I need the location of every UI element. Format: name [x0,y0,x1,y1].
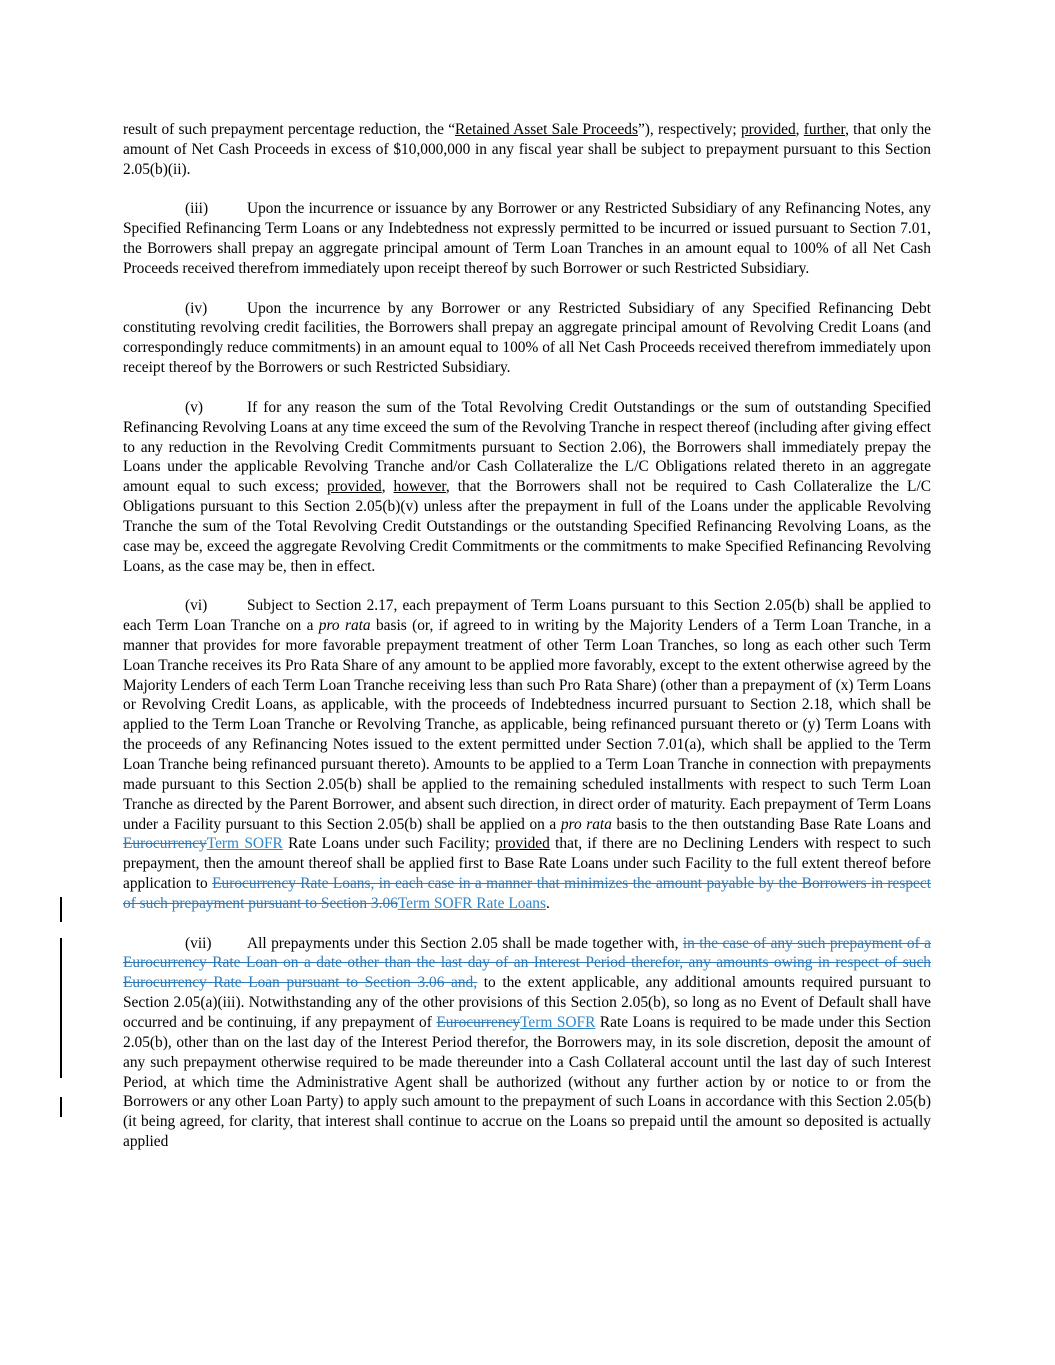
paragraph-number: (vi) [185,597,208,615]
text-run: pro rata [560,815,612,833]
text-run: Subject to Section 2.17, each prepayment of Term Loans pursuant to this Section 2.05(b) shall be applied to each Term Loan Tranche on a [123,597,931,635]
text-run: Rate Loans under such Facility; [282,835,496,853]
paragraph-number: (iii) [185,200,209,218]
change-bar [60,897,62,922]
change-bar [60,1097,62,1117]
paragraph-continuation [123,120,931,180]
deleted-text: in the case of any such prepayment of a Eurocurrency Rate Loan on a date other than the last day of an Interest Period therefor, any amounts owing in respect of such Eurocurrency Rate Loan pursuant to Section 3.06 and, [123,934,931,992]
text-run: to the extent applicable, any additional amounts required pursuant to Section 2.05(a)(iii). Notwithstanding any of the other provisions of this Section 2.05(b), so long as no Event of Default shall have occurred and be continuing, if any prepayment of [123,974,931,1031]
paragraph-vii [123,934,931,1152]
text-run: further [803,121,846,138]
text-run: basis (or, if agreed to in writing by the Majority Lenders of a Term Loan Tranche, in a manner that provides for more favorable prepayment treatment of other Term Loan Tranches, so long as each other such Term Loan Tranche receives its Pro Rata Share of any amount to be applied more favorably, except to the extent otherwise agreed by the Majority Lenders of each Term Loan Tranche receiving less than such Pro Rata Share) (other than a prepayment of (x) Term Loans or Revolving Credit Loans, as applicable, with the proceeds of Indebtedness incurred pursuant to Section 2.18, which shall be applied to the Term Loan Tranche or Revolving Tranche, as applicable, being refinanced pursuant thereto or (y) Term Loans with the proceeds of any Refinancing Notes issued to the extent permitted under Section 7.01(a), which shall be applied to the Term Loan Tranche being refinanced pursuant thereto). Amounts to be applied to a Term Loan Tranche in connection with prepayments made pursuant to this Section 2.05(b) shall be applied to the remaining scheduled installments with respect to such Term Loan Tranche as directed by the Parent Borrower, and absent such direction, in direct order of maturity. Each prepayment of Term Loans under a Facility pursuant to this Section 2.05(b) shall be applied on a [123,617,932,833]
text-run: , [381,478,394,496]
paragraph-number: (iv) [185,299,208,317]
paragraph-number: (v) [185,398,203,416]
deleted-text: Eurocurrency Rate Loans, in each case in a manner that minimizes the amount payable by the Borrowers in respect of such prepayment pursuant to Section 3.06 [123,875,931,912]
paragraph-v [123,398,931,577]
text-run: Upon the incurrence or issuance by any Borrower or any Restricted Subsidiary of any Refinancing Notes, any Specified Refinancing Term Loans or any Indebtedness not expressly permitted to be incurred or issued pursuant to Section 7.01, the Borrowers shall prepay an aggregate principal amount of Term Loan Tranches in an amount equal to 100% of all Net Cash Proceeds received therefrom immediately upon receipt thereof by such Borrower or such Restricted Subsidiary. [123,200,931,277]
text-run: If for any reason the sum of the Total Revolving Credit Outstandings or the sum of outstanding Specified Refinancing Revolving Loans at any time exceed the sum of the Revolving Tranche in respect thereof (including after giving effect to any reduction in the Revolving Credit Commitments pursuant to Section 2.06), the Borrowers shall immediately prepay the Loans under the applicable Revolving Tranche and/or Cash Collateralize the L/C Obligations related thereto in an aggregate amount equal to such excess; [123,398,931,496]
paragraph-number: (vii) [185,934,212,952]
text-run: basis to the then outstanding Base Rate Loans and [611,815,932,833]
change-bar [60,938,62,1078]
paragraph-vi [123,596,931,914]
text-run: ”), respectively; [637,121,741,138]
paragraph-iii [123,199,931,278]
text-run: that, if there are no Declining Lenders with respect to such prepayment, then the amount thereof shall be applied first to Base Rate Loans under such Facility to the full extent thereof before application to [123,835,931,893]
inserted-text: Term SOFR Rate Loans [397,894,546,912]
deleted-text: Eurocurrency [123,835,207,853]
inserted-text: Term SOFR [520,1013,596,1031]
text-run: provided [740,121,796,138]
text-run: Rate Loans is required to be made under this Section 2.05(b), other than on the last day of the Interest Period therefor, the Borrowers may, in its sole discretion, deposit the amount of any such prepayment otherwise required to be made thereunder into a Cash Collateral account until the last day of such Interest Period, at which time the Administrative Agent shall be authorized (without any further action by or notice to or from the Borrowers or any other Loan Party) to apply such amount to the prepayment of such Loans in accordance with this Section 2.05(b) (it being agreed, for clarity, that interest shall continue to accrue on the Loans so prepaid until the amount so deposited is actually applied [123,1013,931,1151]
text-run: All prepayments under this Section 2.05 shall be made together with, [247,934,683,952]
inserted-text: Term SOFR [206,835,283,853]
deleted-text: Eurocurrency [436,1013,521,1031]
text-run: pro rata [318,617,371,635]
text-run: result of such prepayment percentage reduction, the “ [123,121,456,138]
text-run: however [393,478,446,496]
text-run: . [545,894,550,912]
text-run: , that only the amount of Net Cash Proceeds in excess of $10,000,000 in any fiscal year shall be subject to prepayment pursuant to this Section 2.05(b)(ii). [123,121,931,178]
text-run: , that the Borrowers shall not be required to Cash Collateralize the L/C Obligations pursuant to this Section 2.05(b)(v) unless after the prepayment in full of the Loans under the applicable Revolving Tranche the sum of the Total Revolving Credit Outstandings or the outstanding Specified Refinancing Revolving Loans, as the case may be, exceed the aggregate Revolving Credit Commitments or the commitments to make Specified Refinancing Revolving Loans, as the case may be, then in effect. [123,478,931,575]
text-run: Upon the incurrence by any Borrower or any Restricted Subsidiary of any Specified Refinancing Debt constituting revolving credit facilities, the Borrowers shall prepay an aggregate principal amount of Revolving Credit Loans (and correspondingly reduce commitments) in an amount equal to 100% of all Net Cash Proceeds received therefrom immediately upon receipt thereof by the Borrowers or such Restricted Subsidiary. [123,299,931,377]
text-run: , [795,121,804,138]
document-body [123,120,931,1172]
text-run: Retained Asset Sale Proceeds [455,121,638,138]
text-run: provided [495,835,550,853]
paragraph-iv [123,299,931,378]
text-run: provided [327,478,382,496]
